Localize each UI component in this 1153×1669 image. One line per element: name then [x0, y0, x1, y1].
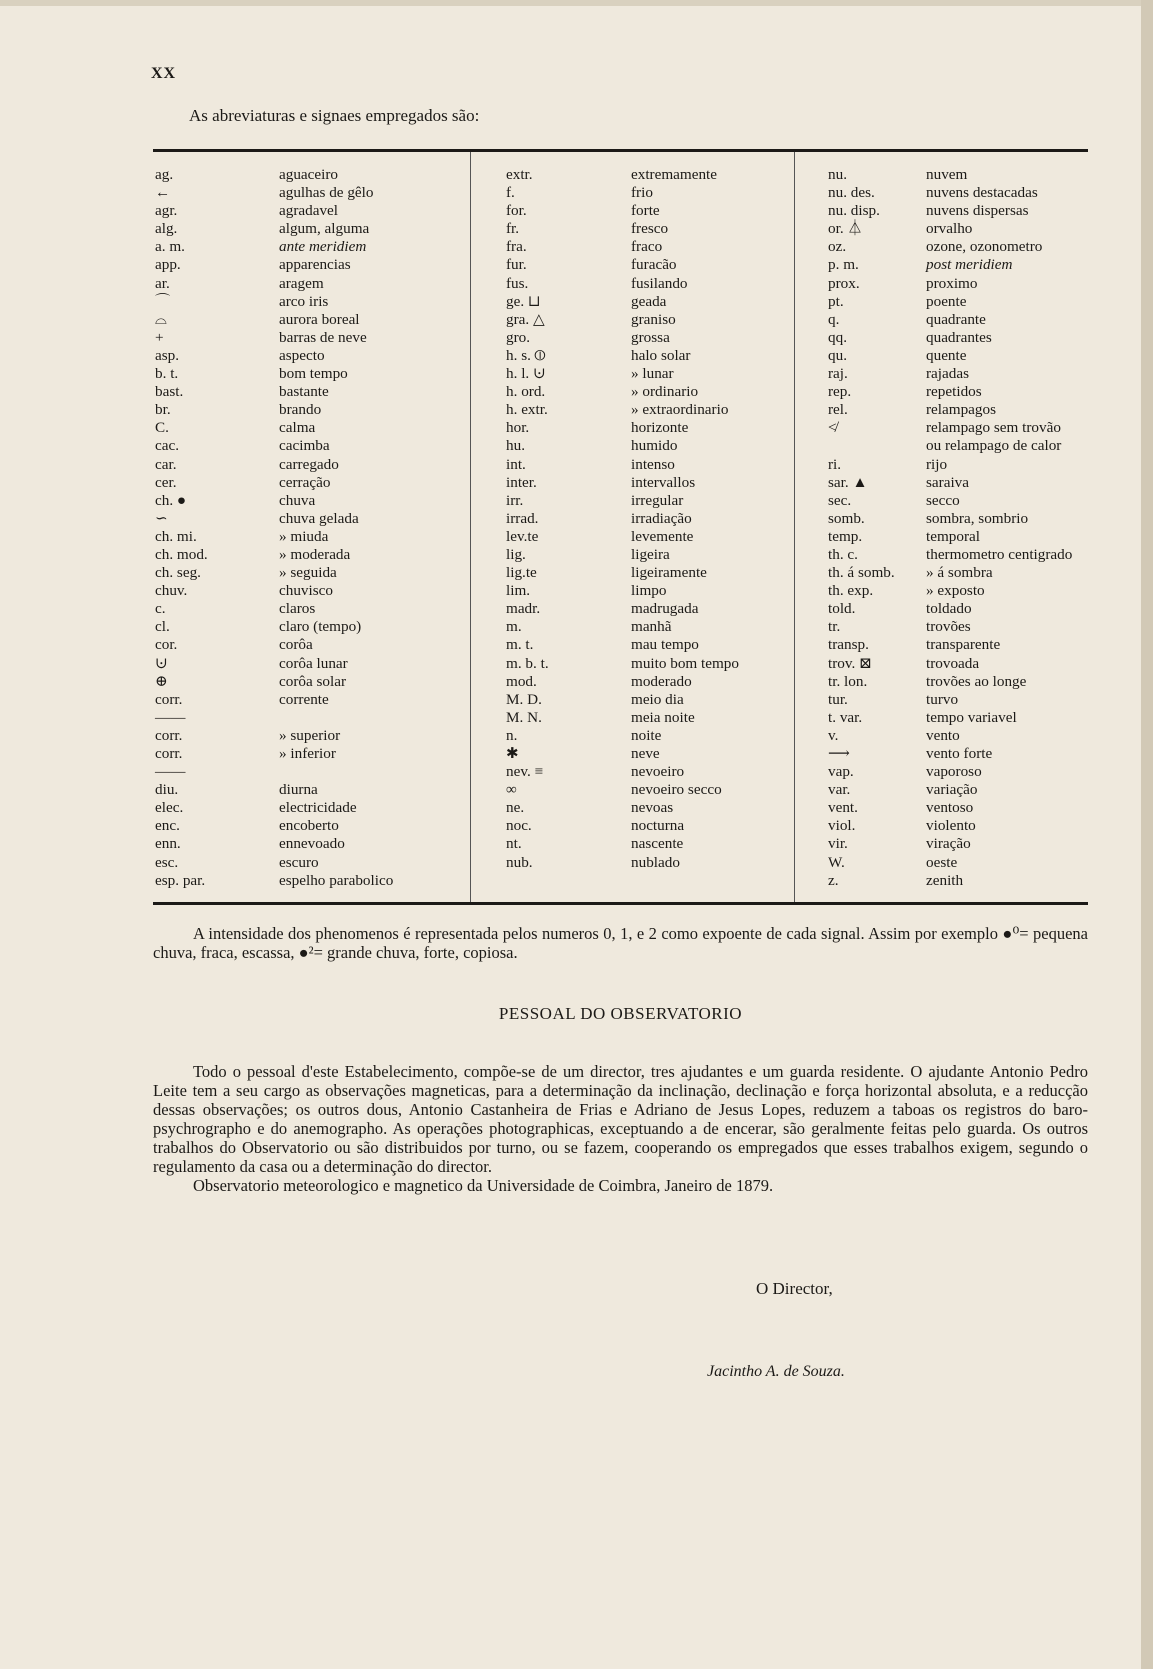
meaning-cell: nevoeiro secco: [631, 781, 722, 799]
meaning-cell: forte: [631, 202, 660, 220]
table-row: [153, 293, 1088, 311]
abbreviation-cell: transp.: [828, 636, 869, 654]
abbreviation-cell: tur.: [828, 690, 848, 708]
meaning-cell: proximo: [926, 274, 978, 292]
abbreviation-cell: ⊍: [155, 654, 168, 672]
meaning-cell: » lunar: [631, 365, 674, 383]
meaning-cell: quadrante: [926, 310, 986, 328]
abbreviation-cell: ——: [155, 708, 186, 726]
abbreviation-cell: nt.: [506, 835, 522, 853]
meaning-cell: geada: [631, 292, 667, 310]
abbreviation-cell: C.: [155, 419, 169, 437]
meaning-cell: aguaceiro: [279, 166, 339, 183]
table-row: [153, 492, 1088, 510]
staff-section: [153, 1062, 1088, 1195]
abbreviations-table: [153, 166, 1088, 890]
signature-name: Jacintho A. de Souza.: [707, 1363, 845, 1380]
meaning-cell: furacão: [631, 256, 677, 274]
abbreviation-cell: bast.: [155, 383, 184, 401]
page-edge-top: [0, 0, 1153, 6]
meaning-cell: nocturna: [631, 817, 685, 835]
meaning-cell: thermometro centigrado: [926, 545, 1073, 563]
meaning-cell: fusilando: [631, 274, 688, 292]
abbreviation-cell: z.: [828, 871, 839, 889]
meaning-cell: ozone, ozonometro: [926, 238, 1043, 256]
abbreviation-cell: v.: [828, 726, 839, 744]
abbreviation-cell: asp.: [155, 346, 180, 364]
meaning-cell: trovoada: [926, 654, 980, 672]
section-heading: PESSOAL DO OBSERVATORIO: [498, 1004, 743, 1023]
abbreviation-cell: ar.: [155, 274, 170, 292]
meaning-cell: toldado: [926, 600, 972, 618]
meaning-cell: corôa solar: [279, 672, 347, 690]
abbreviation-cell: hu.: [506, 437, 525, 455]
abbreviation-cell: viol.: [828, 817, 856, 835]
meaning-cell: quadrantes: [926, 328, 992, 346]
meaning-cell: claro (tempo): [279, 618, 362, 636]
abbreviation-cell: ✱: [506, 745, 519, 762]
abbreviation-cell: ag.: [155, 166, 174, 183]
meaning-cell: claros: [279, 600, 316, 618]
abbreviation-cell: fra.: [506, 238, 527, 256]
meaning-cell: » ordinario: [631, 383, 699, 401]
table-row: [153, 817, 1088, 835]
table-row: [153, 202, 1088, 220]
abbreviation-cell: agr.: [155, 202, 178, 220]
abbreviation-cell: noc.: [506, 817, 532, 835]
abbreviation-cell: esc.: [155, 853, 179, 871]
abbreviation-cell: car.: [155, 455, 177, 473]
meaning-cell: relampago sem trovão: [926, 419, 1061, 437]
abbreviation-cell: nu.: [828, 166, 847, 183]
abbreviation-cell: ch. mod.: [155, 545, 208, 563]
meaning-cell: mau tempo: [631, 636, 699, 654]
meaning-cell: trovões: [926, 618, 971, 636]
meaning-cell: oeste: [926, 853, 958, 871]
abbreviation-cell: h. s. ⦶: [506, 346, 546, 364]
meaning-cell: bom tempo: [279, 365, 348, 383]
table-row: [153, 709, 1088, 727]
abbreviation-cell: enn.: [155, 835, 181, 853]
meaning-cell: graniso: [631, 310, 676, 328]
abbreviation-cell: f.: [506, 184, 515, 202]
abbreviation-cell: oz.: [828, 238, 847, 256]
table-row: [153, 238, 1088, 256]
meaning-cell: saraiva: [926, 473, 970, 491]
abbreviation-cell: lig.: [506, 545, 526, 563]
abbreviation-cell: esp. par.: [155, 871, 206, 889]
meaning-cell: levemente: [631, 527, 694, 545]
abbreviation-cell: t. var.: [828, 708, 863, 726]
meaning-cell: irregular: [631, 491, 684, 509]
abbreviation-cell: M. N.: [506, 708, 542, 726]
table-row: [153, 618, 1088, 636]
meaning-cell: intenso: [631, 455, 675, 473]
table-row: [153, 835, 1088, 853]
meaning-cell: agradavel: [279, 202, 339, 220]
meaning-cell: trovões ao longe: [926, 672, 1027, 690]
table-row: [153, 546, 1088, 564]
abbreviation-cell: var.: [828, 781, 851, 799]
meaning-cell: nuvens dispersas: [926, 202, 1029, 220]
meaning-cell: noite: [631, 726, 662, 744]
meaning-cell: nevoas: [631, 799, 674, 817]
abbreviation-cell: a. m.: [155, 238, 185, 256]
meaning-cell: carregado: [279, 455, 339, 473]
abbreviation-cell: or. ⏃: [828, 220, 863, 238]
meaning-cell: zenith: [926, 871, 964, 889]
meaning-cell: nuvem: [926, 166, 968, 183]
table-row: [153, 166, 1088, 184]
meaning-cell: relampagos: [926, 401, 997, 419]
abbreviation-cell: M. D.: [506, 690, 542, 708]
abbreviation-cell: br.: [155, 401, 171, 419]
abbreviation-cell: app.: [155, 256, 181, 274]
abbreviation-cell: lim.: [506, 582, 531, 600]
abbreviation-cell: cac.: [155, 437, 180, 455]
table-row: [153, 763, 1088, 781]
table-row: [153, 220, 1088, 238]
abbreviation-cell: cl.: [155, 618, 170, 636]
meaning-cell: aragem: [279, 274, 324, 292]
abbreviation-cell: alg.: [155, 220, 178, 238]
meaning-cell: irradiação: [631, 509, 692, 527]
table-row: [153, 256, 1088, 274]
meaning-cell: ligeiramente: [631, 564, 707, 582]
meaning-cell: ou relampago de calor: [926, 437, 1062, 455]
abbreviation-cell: mod.: [506, 672, 537, 690]
abbreviation-cell: h. extr.: [506, 401, 548, 419]
abbreviation-cell: ≮: [828, 419, 837, 437]
meaning-cell: rijo: [926, 455, 948, 473]
abbreviation-cell: nu. disp.: [828, 202, 880, 220]
meaning-cell: post meridiem: [926, 256, 1013, 274]
meaning-cell: vento forte: [926, 745, 993, 762]
meaning-cell: » á sombra: [926, 564, 993, 582]
table-row: [153, 311, 1088, 329]
abbreviation-cell: b. t.: [155, 365, 179, 383]
intensity-paragraph: [153, 924, 1088, 962]
abbreviation-cell: fur.: [506, 256, 527, 274]
meaning-cell: » moderada: [279, 545, 351, 563]
meaning-cell: ventoso: [926, 799, 974, 817]
abbreviation-cell: p. m.: [828, 256, 859, 274]
meaning-cell: apparencias: [279, 256, 351, 274]
abbreviation-cell: gra. △: [506, 310, 545, 328]
abbreviation-cell: tr.: [828, 618, 841, 636]
abbreviation-cell: cor.: [155, 636, 178, 654]
meaning-cell: » superior: [279, 726, 341, 744]
closing-line: Observatorio meteorologico e magnetico da Universidade de Coimbra, Janeiro de 1879.: [193, 1176, 774, 1195]
abbreviation-cell: nev. ≡: [506, 763, 544, 781]
meaning-cell: ennevoado: [279, 835, 345, 853]
abbreviation-cell: somb.: [828, 509, 865, 527]
abbreviation-cell: lig.te: [506, 564, 537, 582]
meaning-cell: calma: [279, 419, 316, 437]
meaning-cell: fraco: [631, 238, 663, 256]
abbreviation-cell: +: [155, 328, 164, 346]
meaning-cell: brando: [279, 401, 322, 419]
meaning-cell: nuvens destacadas: [926, 184, 1038, 202]
meaning-cell: diurna: [279, 781, 318, 799]
abbreviation-cell: extr.: [506, 166, 533, 183]
abbreviation-cell: fus.: [506, 274, 529, 292]
meaning-cell: poente: [926, 292, 967, 310]
meaning-cell: variação: [926, 781, 978, 799]
abbreviation-cell: told.: [828, 600, 856, 618]
abbreviation-cell: rep.: [828, 383, 852, 401]
meaning-cell: nublado: [631, 853, 680, 871]
abbreviation-cell: raj.: [828, 365, 848, 383]
abbreviation-cell: ⊕: [155, 672, 168, 690]
meaning-cell: sombra, sombrio: [926, 509, 1029, 527]
abbreviation-cell: pt.: [828, 292, 844, 310]
meaning-cell: aspecto: [279, 346, 325, 364]
abbreviation-cell: ch. seg.: [155, 564, 201, 582]
abbreviation-cell: m. t.: [506, 636, 534, 654]
meaning-cell: turvo: [926, 690, 959, 708]
abbreviation-cell: int.: [506, 455, 526, 473]
table-row: [153, 655, 1088, 673]
abbreviation-cell: sec.: [828, 491, 852, 509]
abbreviation-cell: inter.: [506, 473, 537, 491]
intensity-text: A intensidade dos phenomenos é representada pelos numeros 0, 1, e 2 como expoente de cada signal. Assim por exemplo ●⁰= pequena chuva, fraca, escassa, ●²= grande chuva, forte, copiosa.: [153, 924, 1088, 962]
meaning-cell: ante meridiem: [279, 238, 367, 256]
meaning-cell: » extraordinario: [631, 401, 729, 419]
abbreviation-cell: ch. ●: [155, 491, 187, 509]
abbreviation-cell: m. b. t.: [506, 654, 549, 672]
meaning-cell: arco iris: [279, 292, 329, 310]
table-row: [153, 781, 1088, 799]
meaning-cell: espelho parabolico: [279, 871, 394, 889]
meaning-cell: extremamente: [631, 166, 718, 183]
table-row: [153, 474, 1088, 492]
abbreviation-cell: ←: [155, 184, 171, 202]
meaning-cell: ligeira: [631, 545, 670, 563]
table-row: [153, 401, 1088, 419]
meaning-cell: fresco: [631, 220, 669, 238]
abbreviation-cell: h. l. ⊍: [506, 365, 546, 383]
meaning-cell: secco: [926, 491, 960, 509]
abbreviation-cell: chuv.: [155, 582, 188, 600]
meaning-cell: cerração: [279, 473, 331, 491]
table-row: [153, 872, 1088, 890]
meaning-cell: » miuda: [279, 527, 329, 545]
meaning-cell: cacimba: [279, 437, 330, 455]
table-row: [153, 365, 1088, 383]
abbreviation-cell: tr. lon.: [828, 672, 868, 690]
table-row: [153, 329, 1088, 347]
abbreviation-cell: prox.: [828, 274, 860, 292]
meaning-cell: agulhas de gêlo: [279, 184, 374, 202]
table-row: [153, 636, 1088, 654]
abbreviation-cell: sar. ▲: [828, 473, 868, 491]
abbreviation-cell: temp.: [828, 527, 863, 545]
abbreviation-cell: diu.: [155, 781, 179, 799]
table-row: [153, 275, 1088, 293]
abbreviation-cell: th. exp.: [828, 582, 874, 600]
meaning-cell: muito bom tempo: [631, 654, 739, 672]
meaning-cell: frio: [631, 184, 653, 202]
abbreviation-cell: cer.: [155, 473, 177, 491]
table-row: [153, 745, 1088, 763]
meaning-cell: viração: [926, 835, 971, 853]
meaning-cell: nevoeiro: [631, 763, 685, 781]
abbreviation-cell: th. á somb.: [828, 564, 895, 582]
abbreviation-cell: ⟶: [828, 745, 850, 762]
abbreviation-cell: ∞: [506, 781, 517, 799]
abbreviation-cell: ri.: [828, 455, 842, 473]
meaning-cell: orvalho: [926, 220, 973, 238]
abbreviation-cell: q.: [828, 310, 840, 328]
meaning-cell: corôa: [279, 636, 313, 654]
meaning-cell: horizonte: [631, 419, 689, 437]
abbreviation-cell: corr.: [155, 690, 183, 708]
abbreviation-cell: ⌒: [155, 292, 171, 310]
abbreviation-cell: madr.: [506, 600, 541, 618]
meaning-cell: encoberto: [279, 817, 339, 835]
table-row: [153, 510, 1088, 528]
meaning-cell: neve: [631, 745, 660, 762]
meaning-cell: humido: [631, 437, 678, 455]
abbreviation-cell: elec.: [155, 799, 184, 817]
meaning-cell: madrugada: [631, 600, 699, 618]
abbreviation-cell: th. c.: [828, 545, 858, 563]
abbreviation-cell: irr.: [506, 491, 524, 509]
meaning-cell: electricidade: [279, 799, 357, 817]
abbreviation-cell: c.: [155, 600, 166, 618]
meaning-cell: » seguida: [279, 564, 337, 582]
table-row: [153, 456, 1088, 474]
abbreviation-cell: qu.: [828, 346, 847, 364]
meaning-cell: chuva gelada: [279, 509, 359, 527]
abbreviation-cell: vent.: [828, 799, 858, 817]
meaning-cell: barras de neve: [279, 328, 367, 346]
abbreviation-cell: rel.: [828, 401, 848, 419]
meaning-cell: meia noite: [631, 708, 695, 726]
meaning-cell: escuro: [279, 853, 319, 871]
meaning-cell: nascente: [631, 835, 684, 853]
table-row: [153, 564, 1088, 582]
meaning-cell: quente: [926, 346, 967, 364]
meaning-cell: intervallos: [631, 473, 696, 491]
abbreviation-cell: lev.te: [506, 527, 539, 545]
meaning-cell: aurora boreal: [279, 310, 360, 328]
meaning-cell: transparente: [926, 636, 1001, 654]
abbreviation-cell: enc.: [155, 817, 180, 835]
abbreviation-cell: trov. ⊠: [828, 654, 872, 672]
meaning-cell: meio dia: [631, 690, 684, 708]
staff-paragraph: Todo o pessoal d'este Estabelecimento, compõe-se de um director, tres ajudantes e um guarda residente. O ajudante Antonio Pedro Leite tem a seu cargo as observações magneticas, para a determinação da inclinação, declinação e força horizontal absoluta, e a reducção dessas observações; os outros dous, Antonio Castanheira de Frias e Adriano de Jesus Lopes, reduzem a taboas os registros do baro-psychrographo e do anemographo. As operações photographicas, exceptuando a de encerar, são geralmente feitas pelo guarda. Os outros trabalhos do Observatorio ou são distribuidos por turno, ou se fazem, cooperando os empregados que esses trabalhos exigem, segundo o regulamento da casa ou a determinação do director.: [153, 1062, 1088, 1176]
page-edge-right: [1141, 0, 1153, 1669]
table-row: [153, 528, 1088, 546]
abbreviation-cell: nu. des.: [828, 184, 875, 202]
meaning-cell: corôa lunar: [279, 654, 348, 672]
meaning-cell: repetidos: [926, 383, 982, 401]
abbreviation-cell: ge. ⊔: [506, 292, 541, 310]
meaning-cell: bastante: [279, 383, 329, 401]
meaning-cell: algum, alguma: [279, 220, 370, 238]
meaning-cell: moderado: [631, 672, 692, 690]
abbreviation-cell: for.: [506, 202, 527, 220]
meaning-cell: halo solar: [631, 346, 691, 364]
table-row: [153, 437, 1088, 455]
meaning-cell: vaporoso: [926, 763, 982, 781]
meaning-cell: vento: [926, 726, 960, 744]
table-row: [153, 582, 1088, 600]
abbreviation-cell: m.: [506, 618, 522, 636]
abbreviation-cell: ch. mi.: [155, 527, 197, 545]
meaning-cell: » inferior: [279, 745, 336, 762]
meaning-cell: violento: [926, 817, 976, 835]
signature-title: O Director,: [756, 1279, 833, 1298]
abbreviation-cell: fr.: [506, 220, 520, 238]
intro-line: As abreviaturas e signaes empregados são:: [189, 106, 480, 125]
table-row: [153, 799, 1088, 817]
abbreviation-cell: n.: [506, 726, 518, 744]
meaning-cell: chuva: [279, 491, 316, 509]
abbreviation-cell: vir.: [828, 835, 848, 853]
abbreviation-cell: vap.: [828, 763, 854, 781]
table-row: [153, 727, 1088, 745]
meaning-cell: temporal: [926, 527, 980, 545]
table-row: [153, 347, 1088, 365]
abbreviation-cell: qq.: [828, 328, 847, 346]
meaning-cell: rajadas: [926, 365, 970, 383]
table-row: [153, 600, 1088, 618]
abbreviation-cell: nub.: [506, 853, 533, 871]
abbreviation-cell: ne.: [506, 799, 525, 817]
abbreviation-cell: ∽: [155, 509, 168, 527]
table-top-rule: [153, 149, 1088, 152]
abbreviation-cell: h. ord.: [506, 383, 546, 401]
abbreviation-cell: ⌓: [155, 310, 168, 328]
table-row: [153, 854, 1088, 872]
meaning-cell: corrente: [279, 690, 329, 708]
page-number: XX: [151, 65, 177, 82]
meaning-cell: tempo variavel: [926, 708, 1017, 726]
meaning-cell: manhã: [631, 618, 672, 636]
table-bottom-rule: [153, 902, 1088, 905]
meaning-cell: chuvisco: [279, 582, 333, 600]
abbreviation-cell: hor.: [506, 419, 530, 437]
table-row: [153, 419, 1088, 437]
abbreviation-cell: corr.: [155, 726, 183, 744]
abbreviation-cell: corr.: [155, 745, 183, 762]
table-row: [153, 673, 1088, 691]
abbreviation-cell: gro.: [506, 328, 531, 346]
meaning-cell: grossa: [631, 328, 670, 346]
meaning-cell: limpo: [631, 582, 667, 600]
abbreviation-cell: W.: [828, 853, 845, 871]
table-row: [153, 383, 1088, 401]
table-row: [153, 184, 1088, 202]
abbreviation-cell: ——: [155, 763, 186, 781]
table-row: [153, 691, 1088, 709]
abbreviation-cell: irrad.: [506, 509, 539, 527]
meaning-cell: » exposto: [926, 582, 985, 600]
